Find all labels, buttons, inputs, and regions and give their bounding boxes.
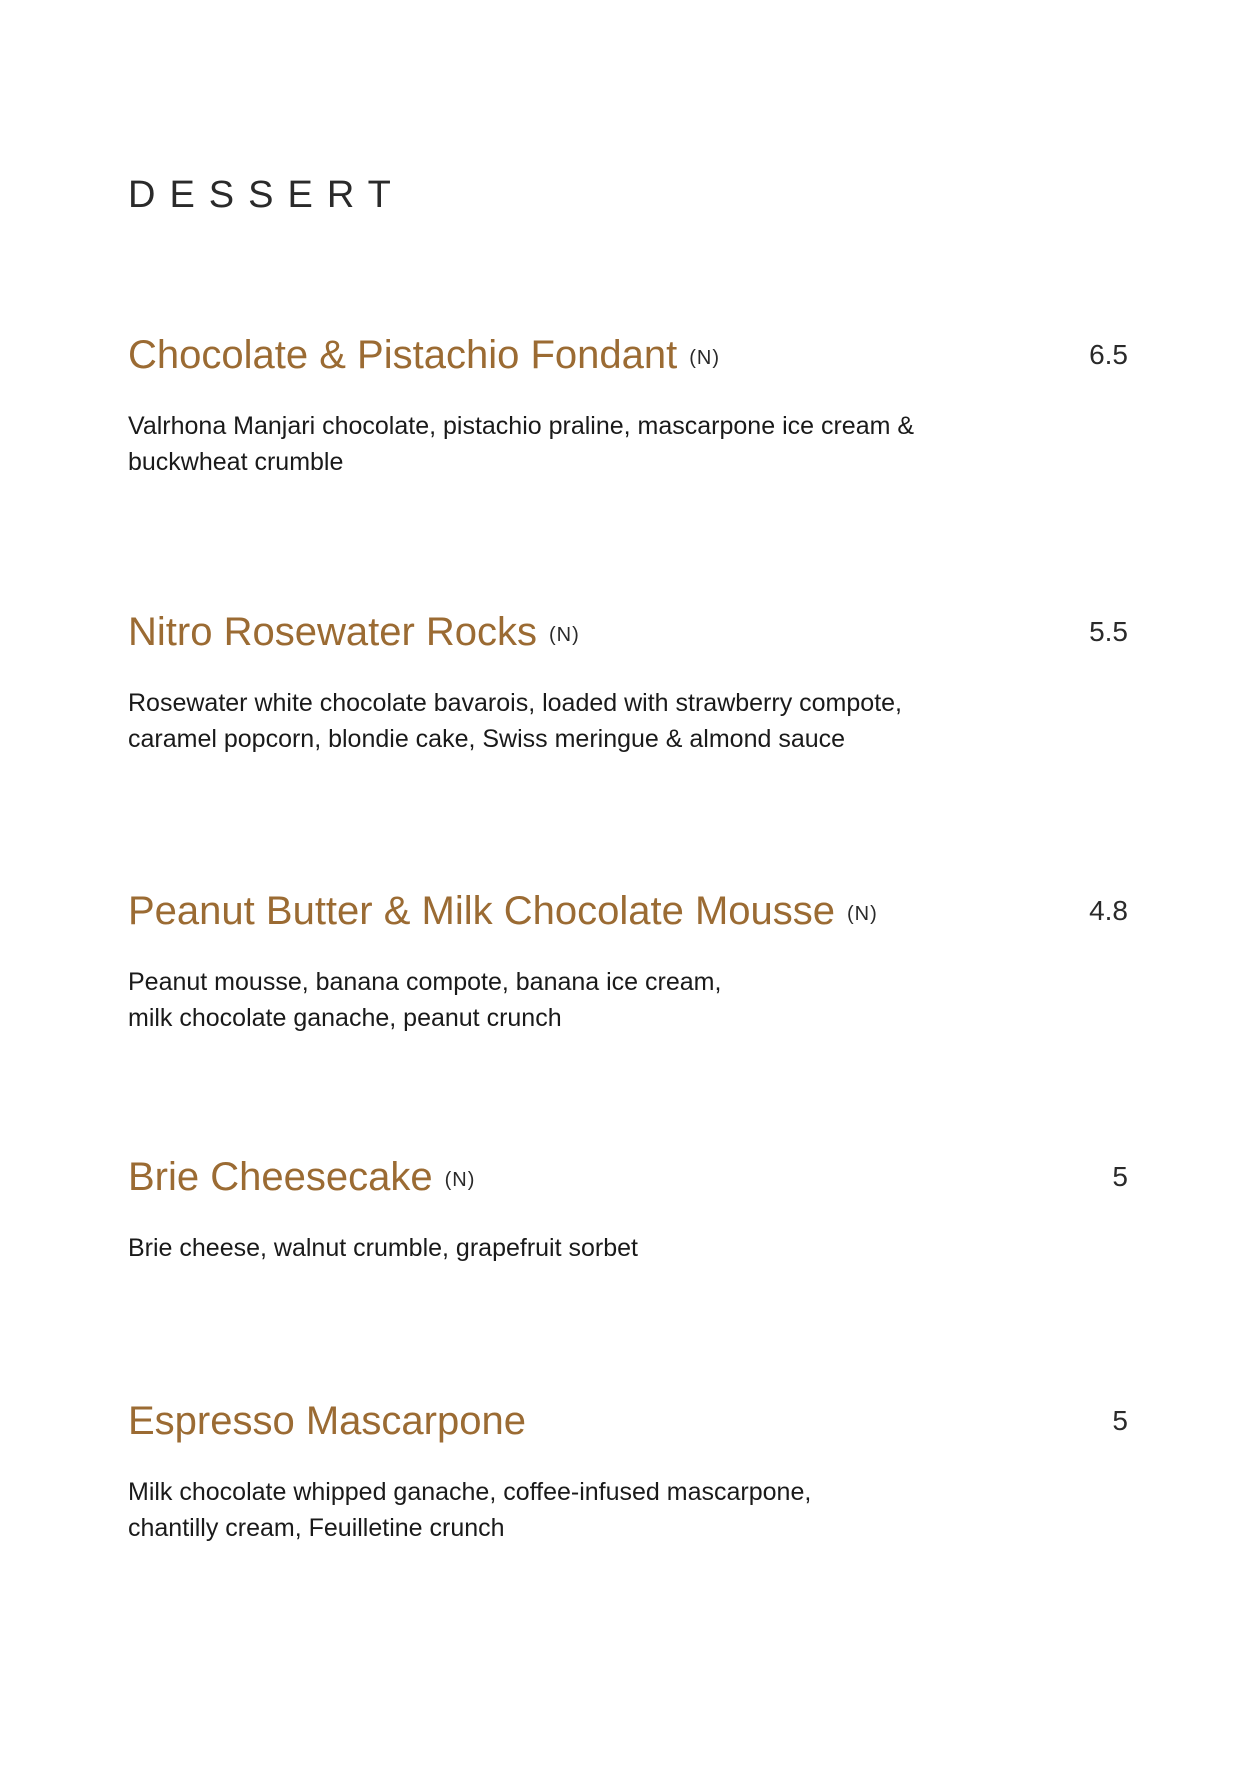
menu-item-header — [128, 330, 1128, 380]
menu-item-description — [128, 685, 988, 757]
menu-item-price: 5 — [1112, 1161, 1128, 1192]
menu-item-header — [128, 607, 1128, 657]
menu-item-name — [128, 1152, 475, 1205]
menu-item-description — [128, 964, 988, 1036]
description-line: Peanut mousse, banana compote, banana ice cream, — [128, 968, 722, 996]
menu-item-name-text: Nitro Rosewater Rocks — [128, 610, 538, 654]
menu-item-header — [128, 1396, 1128, 1446]
menu-item-name-text: Brie Cheesecake — [128, 1155, 433, 1199]
menu-item-name-text: Peanut Butter & Milk Chocolate Mousse — [128, 889, 836, 933]
menu-item — [128, 1152, 1128, 1266]
menu-item-description — [128, 408, 988, 480]
description-line: Valrhona Manjari chocolate, pistachio praline, mascarpone ice cream & — [128, 412, 915, 440]
menu-item-price: 6.5 — [1089, 339, 1128, 370]
menu-item-name — [128, 1396, 526, 1446]
menu-item — [128, 607, 1128, 757]
menu-item — [128, 886, 1128, 1036]
menu-item-description — [128, 1230, 988, 1266]
description-line: chantilly cream, Feuilletine crunch — [128, 1514, 505, 1542]
menu-item-name — [128, 607, 580, 660]
menu-item-price: 4.8 — [1089, 895, 1128, 926]
description-line: Brie cheese, walnut crumble, grapefruit sorbet — [128, 1234, 638, 1262]
menu-item-description — [128, 1474, 988, 1546]
menu-item-price: 5.5 — [1089, 616, 1128, 647]
menu-item-price: 5 — [1112, 1405, 1128, 1436]
description-line: buckwheat crumble — [128, 448, 344, 476]
menu-title: DESSERT — [128, 174, 405, 216]
menu-item — [128, 330, 1128, 480]
allergen-badge: (N) — [847, 903, 878, 925]
menu-item-name — [128, 886, 878, 939]
description-line: caramel popcorn, blondie cake, Swiss meringue & almond sauce — [128, 725, 846, 753]
description-line: Rosewater white chocolate bavarois, loaded with strawberry compote, — [128, 689, 902, 717]
menu-item-name-text: Espresso Mascarpone — [128, 1399, 526, 1443]
allergen-badge: (N) — [549, 624, 580, 646]
description-line: Milk chocolate whipped ganache, coffee-infused mascarpone, — [128, 1478, 812, 1506]
menu-item — [128, 1396, 1128, 1546]
allergen-badge: (N) — [689, 347, 720, 369]
menu-item-header — [128, 1152, 1128, 1202]
menu-item-name-text: Chocolate & Pistachio Fondant — [128, 333, 678, 377]
description-line: milk chocolate ganache, peanut crunch — [128, 1004, 562, 1032]
menu-item-header — [128, 886, 1128, 936]
menu-item-name — [128, 330, 720, 383]
allergen-badge: (N) — [444, 1169, 476, 1191]
